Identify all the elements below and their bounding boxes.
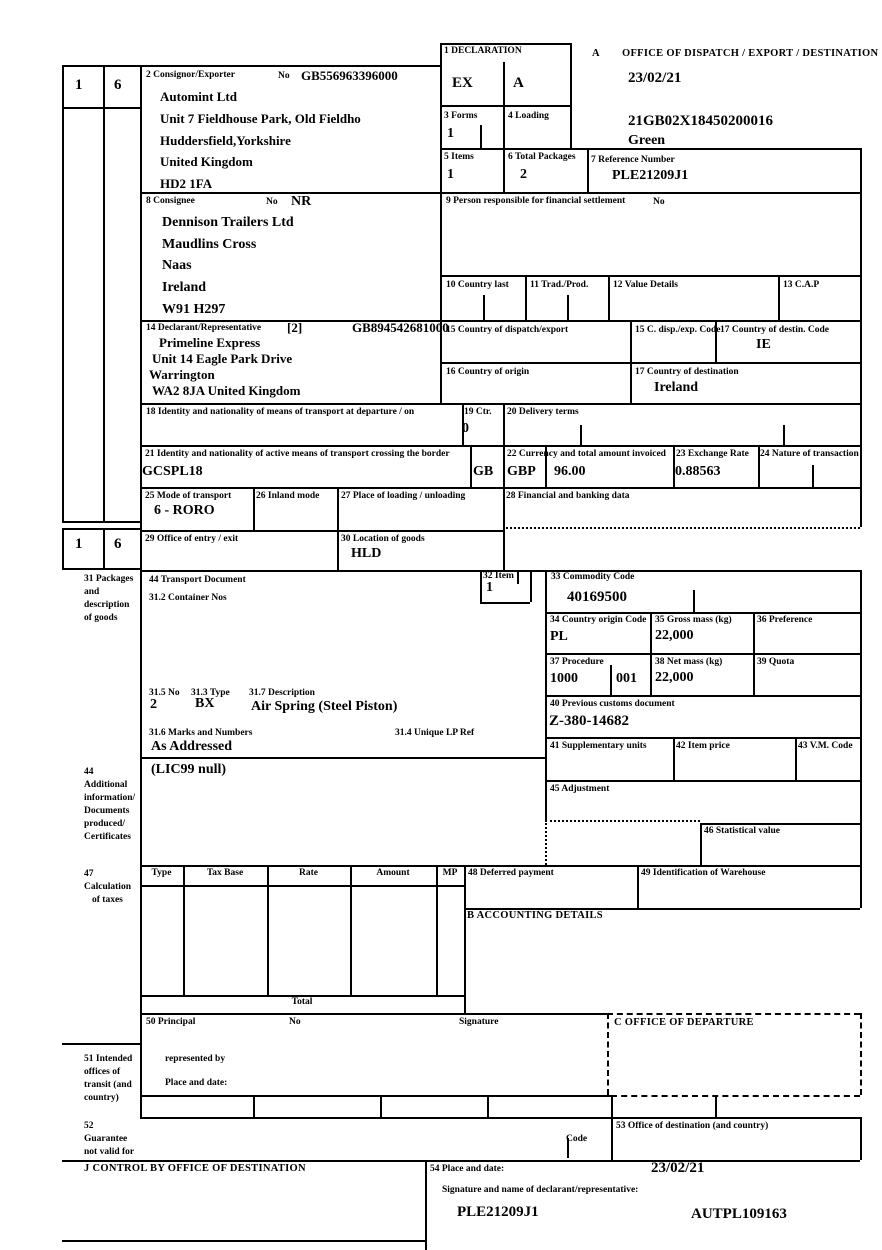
box8-address-line: Dennison Trailers Ltd: [162, 215, 294, 230]
divider-line: [62, 65, 64, 521]
box31-7-value: Air Spring (Steel Piston): [251, 699, 398, 714]
divider-line: [62, 568, 140, 570]
box8-address-line: Naas: [162, 258, 192, 274]
box8-label: 8 Consignee: [146, 196, 195, 206]
box48-label: 48 Deferred payment: [468, 868, 554, 878]
box22-currency: GBP: [507, 464, 536, 479]
box44-margin-label: [84, 766, 135, 844]
box44-transport-doc-label: 44 Transport Document: [149, 575, 246, 585]
box52-label-line: Guarantee: [84, 1134, 128, 1144]
box31-4-label: 31.4 Unique LP Ref: [395, 728, 475, 738]
box27-label: 27 Place of loading / unloading: [341, 491, 466, 501]
box16-label: 16 Country of origin: [446, 367, 530, 377]
box14-address-line: WA2 8JA United Kingdom: [152, 383, 301, 398]
divider-line: [630, 320, 632, 403]
tick-mark: [480, 125, 482, 148]
box33-label: 33 Commodity Code: [551, 572, 635, 582]
tick-mark: [693, 590, 695, 612]
box5-label: 5 Items: [444, 152, 474, 162]
box6-value: 2: [520, 167, 527, 182]
divider-line: [140, 885, 464, 887]
box31-6-label: 31.6 Marks and Numbers: [149, 728, 253, 738]
box14-address-line: Unit 14 Eagle Park Drive: [152, 351, 293, 366]
divider-line: [637, 865, 639, 908]
box54-reference: PLE21209J1: [457, 1204, 539, 1220]
box38-value: 22,000: [655, 670, 694, 685]
box1-declaration-type: EX: [452, 75, 473, 91]
copy-number-1: 1: [75, 77, 83, 93]
box53-label: 53 Office of destination (and country): [616, 1121, 769, 1131]
tax-col-rate: Rate: [299, 868, 318, 878]
tax-col-type: Type: [151, 868, 172, 878]
box31-6-value: As Addressed: [151, 739, 233, 754]
box17-code-label: 17 Country of destin. Code: [720, 325, 829, 335]
box29-label: 29 Office of entry / exit: [145, 534, 239, 544]
tax-total-label: Total: [291, 997, 313, 1007]
box38-label: 38 Net mass (kg): [655, 657, 723, 667]
box9-no-label: No: [653, 197, 665, 207]
box11-label: 11 Trad./Prod.: [530, 280, 589, 290]
divider-line: [545, 653, 860, 655]
box14-code: [2]: [287, 320, 303, 335]
box21-value: GCSPL18: [142, 464, 203, 479]
box51-label-line: 51 Intended: [84, 1054, 133, 1064]
controlJ-label: J CONTROL BY OFFICE OF DESTINATION: [84, 1163, 306, 1174]
tick-mark: [517, 572, 519, 584]
accounting-details-label: B ACCOUNTING DETAILS: [467, 910, 603, 921]
box15-label: 15 Country of dispatch/export: [446, 325, 569, 335]
box21-label: 21 Identity and nationality of active means of transport crossing the border: [145, 449, 450, 459]
tick-mark: [580, 425, 582, 445]
box44-label-line: Certificates: [84, 832, 131, 842]
box46-label: 46 Statistical value: [704, 826, 780, 836]
box50-place-date-label: Place and date:: [165, 1078, 228, 1088]
divider-line: [140, 445, 860, 447]
officeA-date: 23/02/21: [628, 70, 682, 86]
box9-label: 9 Person responsible for financial settlement: [446, 196, 626, 206]
copy-number-6: 6: [114, 77, 122, 93]
divider-line: [183, 865, 185, 995]
box37-value-2: 001: [616, 671, 637, 686]
officeA-prefix: A: [592, 48, 600, 59]
divider-line: [610, 665, 612, 695]
box52-label-line: 52: [84, 1121, 94, 1131]
dotted-divider: [545, 820, 547, 865]
tick-mark: [483, 295, 485, 320]
divider-line: [480, 570, 482, 602]
divider-line: [795, 737, 797, 780]
box2-label: 2 Consignor/Exporter: [146, 70, 235, 80]
divider-line: [62, 65, 440, 67]
divider-line: [545, 780, 860, 782]
box2-address-line: United Kingdom: [160, 154, 253, 170]
divider-line: [140, 530, 503, 532]
box18-label: 18 Identity and nationality of means of transport at departure / on: [146, 407, 415, 417]
divider-line: [440, 43, 442, 403]
divider-line: [608, 275, 610, 320]
box31-label-line: and: [84, 587, 100, 597]
box7-label: 7 Reference Number: [591, 155, 675, 165]
divider-line: [103, 528, 105, 568]
box31-3-value: BX: [195, 696, 215, 711]
box36-label: 36 Preference: [757, 615, 813, 625]
divider-line: [700, 823, 702, 865]
box10-label: 10 Country last: [446, 280, 509, 290]
box12-label: 12 Value Details: [613, 280, 678, 290]
box47-label-line: 47: [84, 869, 94, 879]
box44-label-line: information/: [84, 793, 136, 803]
box41-label: 41 Supplementary units: [550, 741, 647, 751]
box37-label: 37 Procedure: [550, 657, 604, 667]
divider-line: [140, 865, 860, 867]
box49-label: 49 Identification of Warehouse: [641, 868, 766, 878]
box8-no-label: No: [266, 197, 278, 207]
divider-line: [140, 1095, 611, 1097]
divider-line: [62, 528, 64, 568]
divider-line: [545, 737, 860, 739]
box24-label: 24 Nature of transaction: [760, 449, 859, 459]
divider-line: [587, 148, 589, 192]
box17-label: 17 Country of destination: [635, 367, 739, 377]
box7-value: PLE21209J1: [612, 168, 689, 183]
box33-value: 40169500: [567, 589, 627, 605]
officeA-routing: Green: [628, 133, 666, 148]
divider-line: [440, 362, 860, 364]
box44-label-line: produced/: [84, 819, 126, 829]
dashed-divider: [607, 1013, 860, 1015]
box31-label-line: 31 Packages: [84, 574, 134, 584]
divider-line: [464, 865, 466, 1013]
box23-value: 0.88563: [675, 464, 721, 479]
box32-value: 1: [486, 580, 493, 595]
tick-mark: [567, 295, 569, 320]
box14-label: 14 Declarant/Representative: [146, 323, 262, 333]
box21-nationality: GB: [473, 464, 494, 479]
officeC-label: C OFFICE OF DEPARTURE: [614, 1017, 754, 1028]
box25-label: 25 Mode of transport: [145, 491, 232, 501]
divider-line: [545, 570, 547, 820]
divider-line: [673, 737, 675, 780]
tax-col-mp: MP: [442, 868, 458, 878]
box31-3-label: 31.3 Type: [191, 688, 230, 698]
divider-line: [140, 403, 860, 405]
box30-label: 30 Location of goods: [341, 534, 425, 544]
dashed-divider: [607, 1013, 609, 1095]
box25-value: 6 - RORO: [154, 503, 215, 518]
box54-date: 23/02/21: [651, 1160, 705, 1176]
divider-line: [140, 757, 545, 759]
divider-line: [700, 823, 860, 825]
divider-line: [62, 1043, 140, 1045]
box50-represented-by-label: represented by: [165, 1054, 226, 1064]
box2-address-line: HD2 1FA: [160, 176, 213, 192]
box34-value: PL: [550, 629, 568, 644]
divider-line: [62, 528, 140, 530]
box54-authorisation: AUTPL109163: [691, 1206, 787, 1222]
box31-2-label: 31.2 Container Nos: [149, 593, 227, 603]
divider-line: [545, 695, 860, 697]
box2-address: [160, 86, 361, 195]
copy-number-1-lower: 1: [75, 536, 83, 552]
divider-line: [503, 62, 505, 192]
divider-line: [487, 1095, 489, 1117]
code-cell-label: Code: [566, 1134, 588, 1144]
box47-margin-label: [84, 868, 131, 907]
divider-line: [140, 65, 142, 1117]
box2-address-line: Huddersfield,Yorkshire: [160, 132, 291, 148]
divider-line: [440, 43, 570, 45]
divider-line: [570, 43, 572, 148]
dashed-divider: [611, 1095, 860, 1097]
divider-line: [62, 521, 140, 523]
divider-line: [140, 487, 860, 489]
officeA-title: OFFICE OF DISPATCH / EXPORT / DESTINATION: [622, 48, 879, 59]
divider-line: [62, 1240, 425, 1242]
box22-amount: 96.00: [554, 464, 586, 479]
divider-line: [440, 105, 570, 107]
divider-line: [470, 445, 472, 487]
box37-value-1: 1000: [550, 671, 578, 686]
box32-label: 32 Item: [483, 571, 514, 581]
box13-label: 13 C.A.P: [783, 280, 820, 290]
box39-label: 39 Quota: [757, 657, 795, 667]
box35-value: 22,000: [655, 628, 694, 643]
divider-line: [530, 570, 532, 602]
divider-line: [62, 1160, 860, 1162]
box8-address-line: Ireland: [162, 280, 207, 296]
box50-no-label: No: [289, 1017, 301, 1027]
box1-label: 1 DECLARATION: [444, 46, 522, 56]
box6-label: 6 Total Packages: [508, 152, 576, 162]
box3-label: 3 Forms: [444, 111, 478, 121]
box14-eori: GB894542681000: [352, 320, 449, 335]
box35-label: 35 Gross mass (kg): [655, 615, 732, 625]
dotted-divider: [503, 527, 860, 529]
box2-eori: GB556963396000: [301, 68, 398, 83]
divider-line: [860, 570, 862, 908]
box20-label: 20 Delivery terms: [507, 407, 579, 417]
divider-line: [253, 1095, 255, 1117]
dashed-divider: [860, 1013, 862, 1095]
box19-value: 0: [462, 421, 469, 436]
divider-line: [440, 275, 860, 277]
box34-label: 34 Country origin Code: [550, 615, 647, 625]
divider-line: [140, 1117, 860, 1119]
box3-value: 1: [447, 126, 454, 141]
officeA-mrn: 21GB02X18450200016: [628, 113, 774, 129]
box28-label: 28 Financial and banking data: [506, 491, 630, 501]
divider-line: [860, 1117, 862, 1160]
box51-margin-label: [84, 1053, 132, 1105]
box44-label-line: 44: [84, 767, 94, 777]
divider-line: [860, 148, 862, 527]
divider-line: [425, 1160, 427, 1250]
box45-label: 45 Adjustment: [550, 784, 610, 794]
box54-label: 54 Place and date:: [430, 1164, 505, 1174]
box17-value: Ireland: [654, 380, 699, 395]
box14-address-line: Primeline Express: [159, 335, 261, 350]
box44-value: (LIC99 null): [151, 762, 227, 777]
box51-label-line: offices of: [84, 1067, 121, 1077]
box50-label: 50 Principal: [146, 1017, 196, 1027]
box44-label-line: Documents: [84, 806, 130, 816]
divider-line: [480, 602, 530, 604]
box8-address: [162, 212, 294, 321]
dotted-divider: [545, 820, 700, 822]
divider-line: [611, 1095, 613, 1160]
box26-label: 26 Inland mode: [256, 491, 320, 501]
box44-label-line: Additional: [84, 780, 128, 790]
box30-value: HLD: [351, 546, 382, 561]
divider-line: [350, 865, 352, 995]
tick-mark: [812, 465, 814, 487]
divider-line: [715, 1095, 717, 1117]
box40-value: Z-380-14682: [549, 713, 629, 729]
divider-line: [436, 865, 438, 995]
box15-code-label: 15 C. disp./exp. Code: [635, 325, 721, 335]
copy-number-6-lower: 6: [114, 536, 122, 552]
box52-margin-label: [84, 1120, 134, 1159]
box50-signature-label: Signature: [459, 1017, 499, 1027]
divider-line: [650, 612, 652, 695]
divider-line: [253, 487, 255, 530]
divider-line: [525, 275, 527, 320]
tick-mark: [783, 425, 785, 445]
box47-label-line: Calculation: [84, 882, 131, 892]
divider-line: [380, 1095, 382, 1117]
divider-line: [337, 487, 339, 570]
box42-label: 42 Item price: [676, 741, 730, 751]
box47-label-line: of taxes: [92, 895, 123, 905]
box2-address-line: Automint Ltd: [160, 89, 237, 104]
box31-5-label: 31.5 No: [149, 688, 180, 698]
box51-label-line: country): [84, 1093, 119, 1103]
box31-margin-label: [84, 573, 133, 625]
box23-label: 23 Exchange Rate: [676, 449, 749, 459]
box8-address-line: W91 H297: [162, 301, 226, 317]
box31-label-line: description: [84, 600, 130, 610]
tax-col-amount: Amount: [376, 868, 410, 878]
box17-code-value: IE: [756, 337, 771, 352]
box43-label: 43 V.M. Code: [798, 741, 853, 751]
box8-address-line: Maudlins Cross: [162, 236, 257, 252]
box1-declaration-subtype: A: [513, 75, 524, 91]
box52-label-line: not valid for: [84, 1147, 135, 1157]
box31-5-value: 2: [150, 697, 157, 712]
divider-line: [503, 403, 505, 570]
divider-line: [267, 865, 269, 995]
divider-line: [753, 612, 755, 695]
box22-label: 22 Currency and total amount invoiced: [507, 449, 666, 459]
box40-label: 40 Previous customs document: [550, 699, 675, 709]
box31-7-label: 31.7 Description: [249, 688, 315, 698]
box5-value: 1: [447, 167, 454, 182]
box31-label-line: of goods: [84, 613, 118, 623]
box8-no-value: NR: [291, 194, 312, 209]
divider-line: [140, 1013, 607, 1015]
box54-signature-label: Signature and name of declarant/representative:: [442, 1185, 639, 1195]
box19-label: 19 Ctr.: [464, 407, 492, 417]
divider-line: [778, 275, 780, 320]
divider-line: [545, 612, 860, 614]
box14-address-line: Warrington: [149, 367, 215, 382]
divider-line: [62, 107, 140, 109]
tax-col-taxbase: Tax Base: [206, 868, 244, 878]
divider-line: [103, 65, 105, 521]
box51-label-line: transit (and: [84, 1080, 132, 1090]
box2-no-label: No: [278, 71, 290, 81]
box4-label: 4 Loading: [508, 111, 549, 121]
box2-address-line: Unit 7 Fieldhouse Park, Old Fieldho: [160, 110, 361, 126]
